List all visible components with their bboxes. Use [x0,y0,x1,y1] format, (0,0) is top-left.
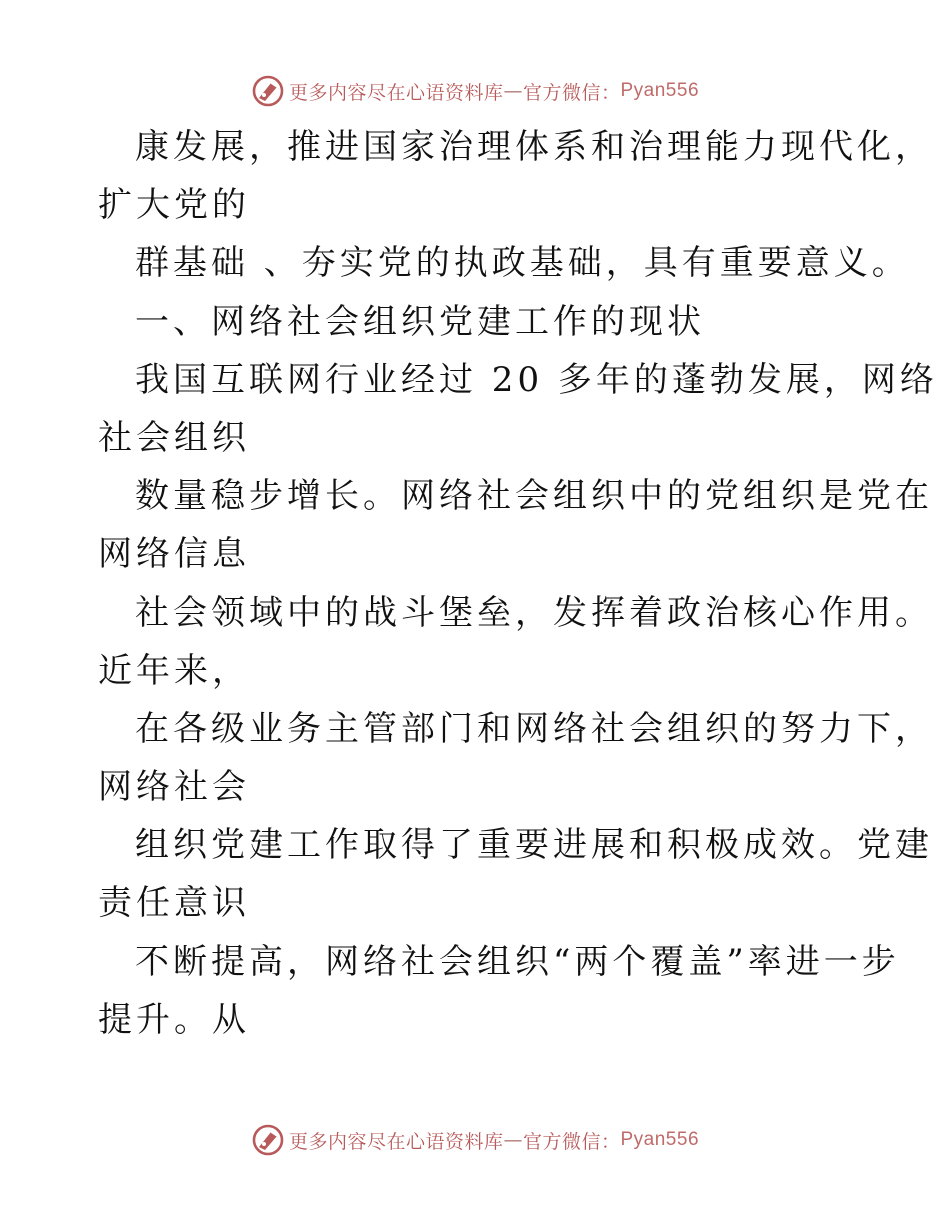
text-line: 网络信息 [98,534,250,575]
watermark-brand-text: 更多内容尽在心语资料库 [288,81,504,104]
text-line: 社会领域中的战斗堡垒，发挥着政治核心作用。 [135,592,933,633]
text-line: 我国互联网行业经过 20 多年的蓬勃发展，网络 [135,359,938,400]
text-line: 扩大党的 [98,185,250,226]
text-line: 在各级业务主管部门和网络社会组织的努力下， [135,708,933,749]
watermark-contact-id: Pyan556 [620,1129,700,1150]
text-line: 数量稳步增长。网络社会组织中的党组织是党在 [135,476,933,517]
pen-nib-seal-icon [251,1123,285,1157]
text-line: 康发展，推进国家治理体系和治理能力现代化， [135,127,933,167]
pen-nib-seal-icon [251,74,285,108]
watermark-contact-label: 官方微信： [522,1130,621,1153]
text-line: 不断提高，网络社会组织“两个覆盖”率进一步 [135,941,900,982]
header-watermark [0,71,950,111]
text-line: 组织党建工作取得了重要进展和积极成效。党建 [135,825,933,866]
text-line: 群基础 、夯实党的执政基础，具有重要意义。 [135,243,910,284]
text-line: 责任意识 [98,883,250,924]
watermark-separator: — [503,1129,523,1151]
text-line: 近年来， [98,650,250,691]
text-line: 社会组织 [98,417,250,458]
text-line: 网络社会 [98,767,250,808]
section-heading: 一、网络社会组织党建工作的现状 [135,301,705,342]
watermark-brand-text: 更多内容尽在心语资料库 [288,1130,504,1153]
watermark-separator: — [503,80,523,102]
footer-watermark [0,1120,950,1160]
watermark-contact-label: 官方微信： [522,81,621,104]
watermark-contact-id: Pyan556 [620,80,700,101]
text-line: 提升。从 [98,999,250,1040]
document-body [0,118,950,1049]
